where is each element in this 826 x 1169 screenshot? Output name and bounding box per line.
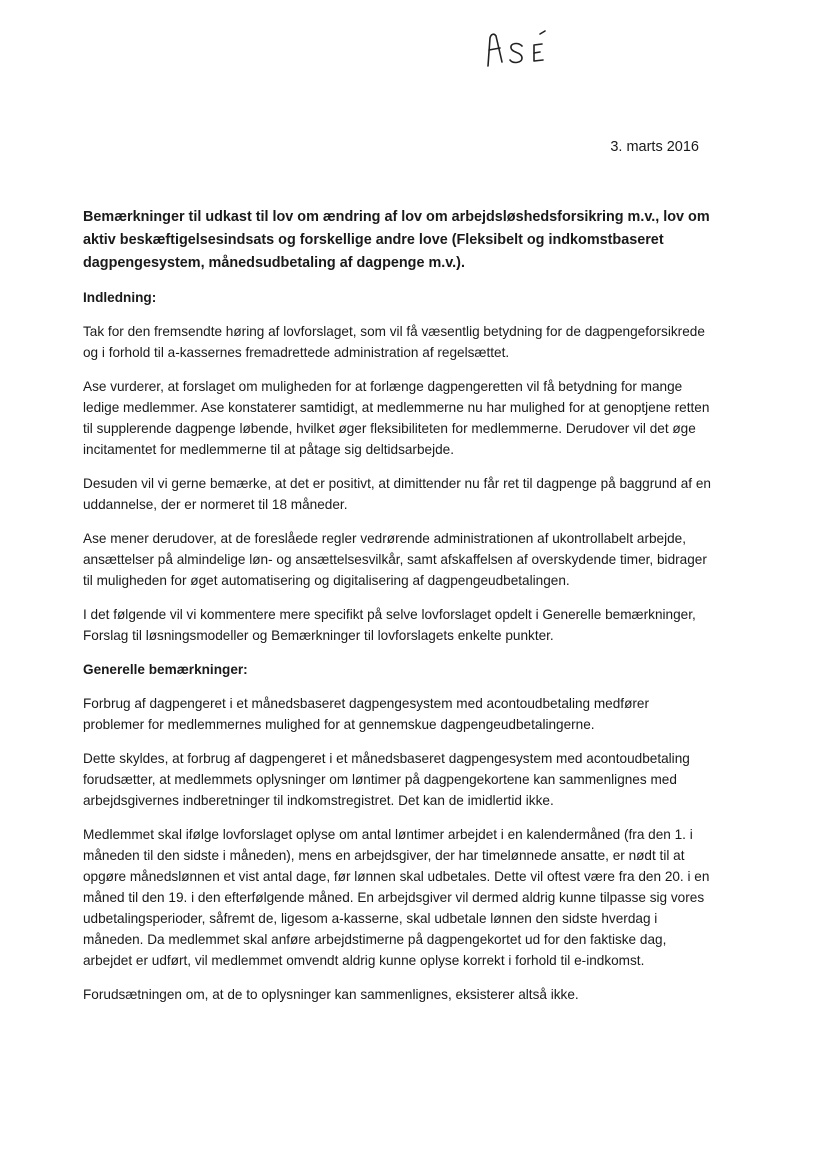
paragraph: Desuden vil vi gerne bemærke, at det er positivt, at dimittender nu får ret til dagpenge på baggrund af en uddannelse, der er normeret til 18 måneder. — [83, 476, 711, 512]
paragraph: I det følgende vil vi kommentere mere specifikt på selve lovforslaget opdelt i Generelle bemærkninger, Forslag til løsningsmodeller og Bemærkninger til lovforslagets enkelte punkter. — [83, 607, 696, 643]
paragraph: Forudsætningen om, at de to oplysninger kan sammenlignes, eksisterer altså ikke. — [83, 987, 579, 1002]
handwritten-ase-mark — [482, 28, 562, 70]
letter-date: 3. marts 2016 — [610, 139, 699, 155]
section-heading-general: Generelle bemærkninger: — [83, 662, 248, 677]
document-title: Bemærkninger til udkast til lov om ændring af lov om arbejdsløshedsforsikring m.v., lov om aktiv beskæftigelsesindsats og forskellige andre love (Fleksibelt og indkomstbaseret dagpengesystem, månedsudbetaling af dagpenge m.v.). — [83, 209, 710, 271]
paragraph: Ase mener derudover, at de foreslåede regler vedrørende administrationen af ukontrollabelt arbejde, ansættelser på almindelige løn- og ansættelsesvilkår, samt afskaffelsen af overskydende timer, bidrager til muligheden for øget automatisering og digitalisering af dagpengeudbetalingen. — [83, 531, 707, 588]
paragraph: Ase vurderer, at forslaget om muligheden for at forlænge dagpengeretten vil få betydning for mange ledige medlemmer. Ase konstaterer samtidigt, at medlemmerne nu har mulighed for at genoptjene retten til supplerende dagpenge løbende, hvilket øger fleksibiliteten for medlemmerne. Derudover vil det øge incitamentet for medlemmerne til at påtage sig deltidsarbejde. — [83, 379, 710, 457]
paragraph: Dette skyldes, at forbrug af dagpengeret i et månedsbaseret dagpengesystem med acontoudbetaling forudsætter, at medlemmets oplysninger om løntimer på dagpengekortene kan sammenlignes med arbejdsgivernes indberetninger til indkomstregistret. Det kan de imidlertid ikke. — [83, 751, 690, 808]
section-heading-intro: Indledning: — [83, 290, 157, 305]
paragraph: Tak for den fremsendte høring af lovforslaget, som vil få væsentlig betydning for de dagpengeforsikrede og i forhold til a-kassernes fremadrettede administration af regelsættet. — [83, 324, 705, 360]
paragraph: Medlemmet skal ifølge lovforslaget oplyse om antal løntimer arbejdet i en kalendermåned (fra den 1. i måneden til den sidste i måneden), mens en arbejdsgiver, der har timelønnede ansatte, er nødt til at opgøre månedslønnen et vist antal dage, før lønnen skal udbetales. Dette vil oftest være fra den 20. i en måned til den 19. i den efterfølgende måned. En arbejdsgiver vil dermed aldrig kunne tilpasse sig vores udbetalingsperioder, såfremt de, ligesom a-kasserne, skal udbetale lønnen den sidste hverdag i måneden. Da medlemmet skal anføre arbejdstimerne på dagpengekortet ud for den faktiske dag, arbejdet er udført, vil medlemmet omvendt aldrig kunne oplyse korrekt i forhold til e-indkomst. — [83, 827, 710, 968]
letter-body — [83, 206, 713, 1018]
paragraph: Forbrug af dagpengeret i et månedsbaseret dagpengesystem med acontoudbetaling medfører problemer for medlemmernes mulighed for at gennemskue dagpengeudbetalingerne. — [83, 696, 649, 732]
